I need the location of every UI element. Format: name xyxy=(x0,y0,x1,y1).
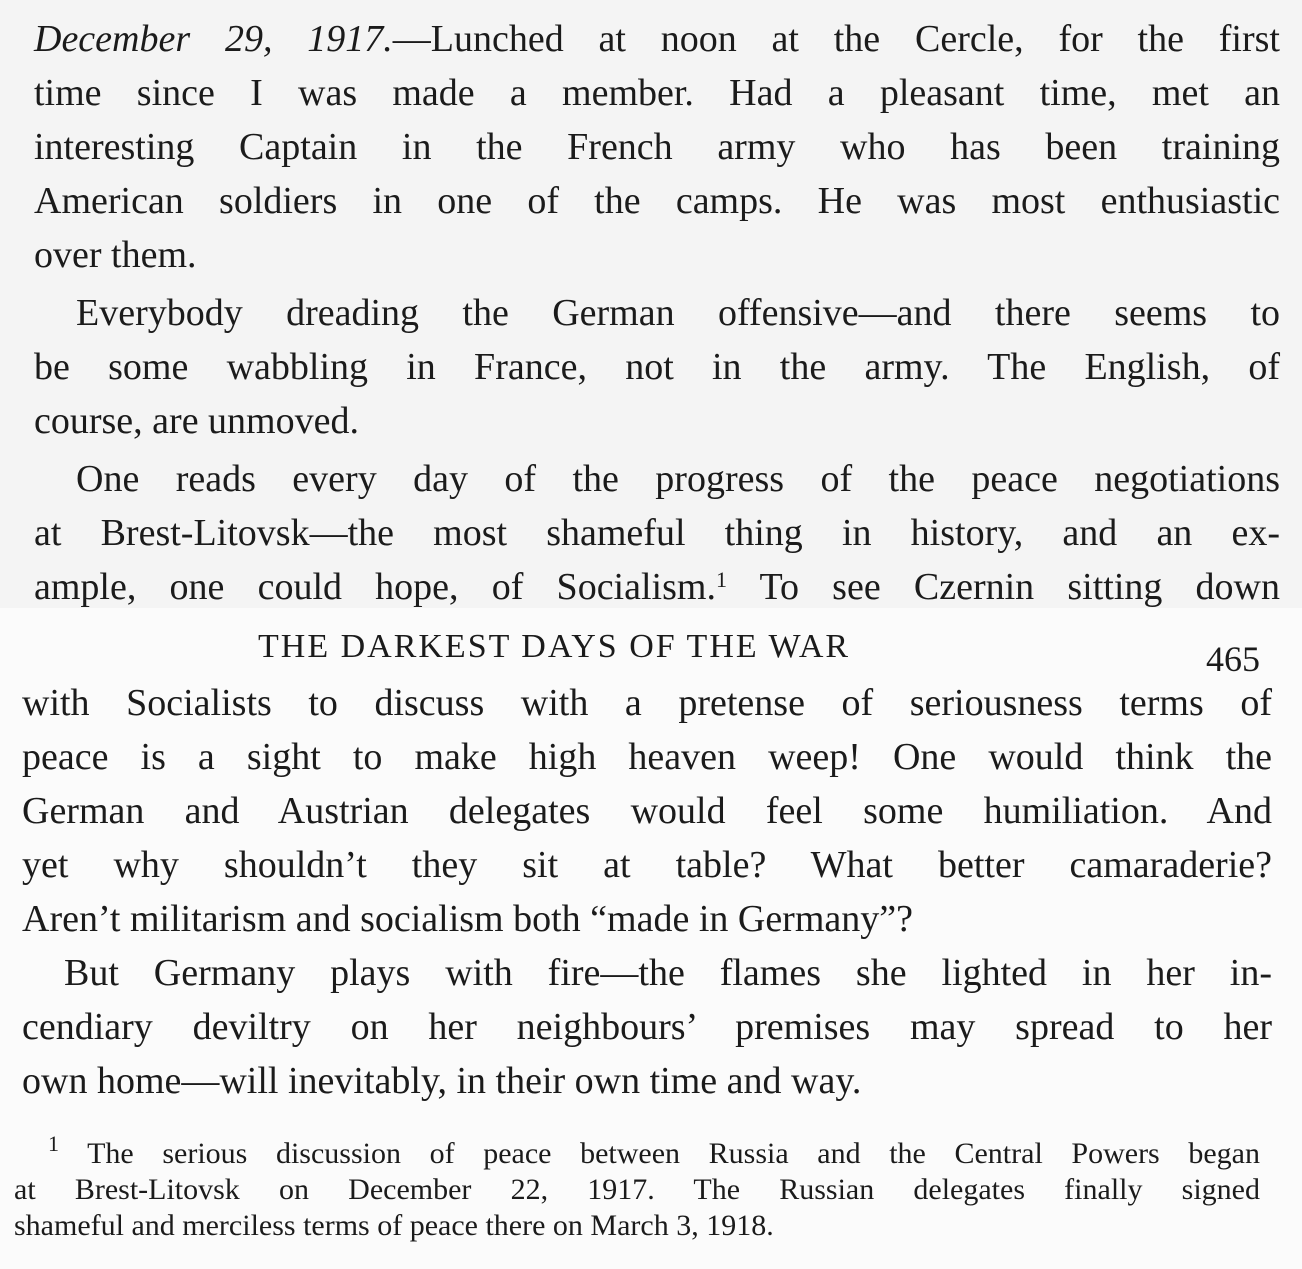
lower-body-text xyxy=(22,676,1272,1108)
paragraph-line: Everybody dreading the German offensive—and there seems to xyxy=(76,292,1280,334)
paragraph-line: Aren’t militarism and socialism both “made in Germany”? xyxy=(22,898,913,940)
page-number: 465 xyxy=(1206,639,1260,679)
running-head-title: THE DARKEST DAYS OF THE WAR xyxy=(258,628,851,665)
paragraph-line: interesting Captain in the French army who has been training xyxy=(34,126,1280,168)
upper-page-fragment xyxy=(0,0,1302,608)
paragraph-line: peace is a sight to make high heaven weep! One would think the xyxy=(22,736,1272,778)
footnote-line: shameful and merciless terms of peace there on March 3, 1918. xyxy=(14,1209,774,1242)
entry-date: December 29, 1917. xyxy=(34,18,393,60)
paragraph-line: But Germany plays with fire—the flames she lighted in her in- xyxy=(64,952,1272,994)
lower-page-fragment xyxy=(0,608,1302,1269)
paragraph-line: American soldiers in one of the camps. He was most enthusiastic xyxy=(34,180,1280,222)
paragraph-line: cendiary deviltry on her neighbours’ premises may spread to her xyxy=(22,1006,1272,1048)
paragraph-line: One reads every day of the progress of the peace negotiations xyxy=(76,458,1280,500)
upper-body-text xyxy=(34,12,1280,614)
paragraph-line: time since I was made a member. Had a pleasant time, met an xyxy=(34,72,1280,114)
paragraph-line: own home—will inevitably, in their own time and way. xyxy=(22,1060,862,1102)
paragraph-line: course, are unmoved. xyxy=(34,400,359,442)
running-head xyxy=(0,616,1302,679)
paragraph-line: December 29, 1917.—Lunched at noon at the Cercle, for the first xyxy=(34,18,1280,60)
footnote-line: $^1$ The serious discussion of peace between Russia and the Central Powers began xyxy=(48,1131,1260,1170)
footnote-reference: 1 xyxy=(715,567,727,592)
paragraph-line: at Brest-Litovsk—the most shameful thing in history, and an ex- xyxy=(34,512,1280,554)
paragraph-line: with Socialists to discuss with a pretense of seriousness terms of xyxy=(22,682,1272,724)
footnote-marker: 1 xyxy=(48,1131,59,1156)
footnote xyxy=(14,1131,1260,1244)
paragraph-line: yet why shouldn’t they sit at table? What better camaraderie? xyxy=(22,844,1272,886)
paragraph-line: ample, one could hope, of Socialism.$^1$ To see Czernin sitting down xyxy=(34,566,1280,608)
paragraph-line: German and Austrian delegates would feel some humiliation. And xyxy=(22,790,1272,832)
footnote-line: at Brest-Litovsk on December 22, 1917. The Russian delegates finally signed xyxy=(14,1173,1260,1206)
paragraph-line: over them. xyxy=(34,234,197,276)
paragraph-line: be some wabbling in France, not in the army. The English, of xyxy=(34,346,1280,388)
